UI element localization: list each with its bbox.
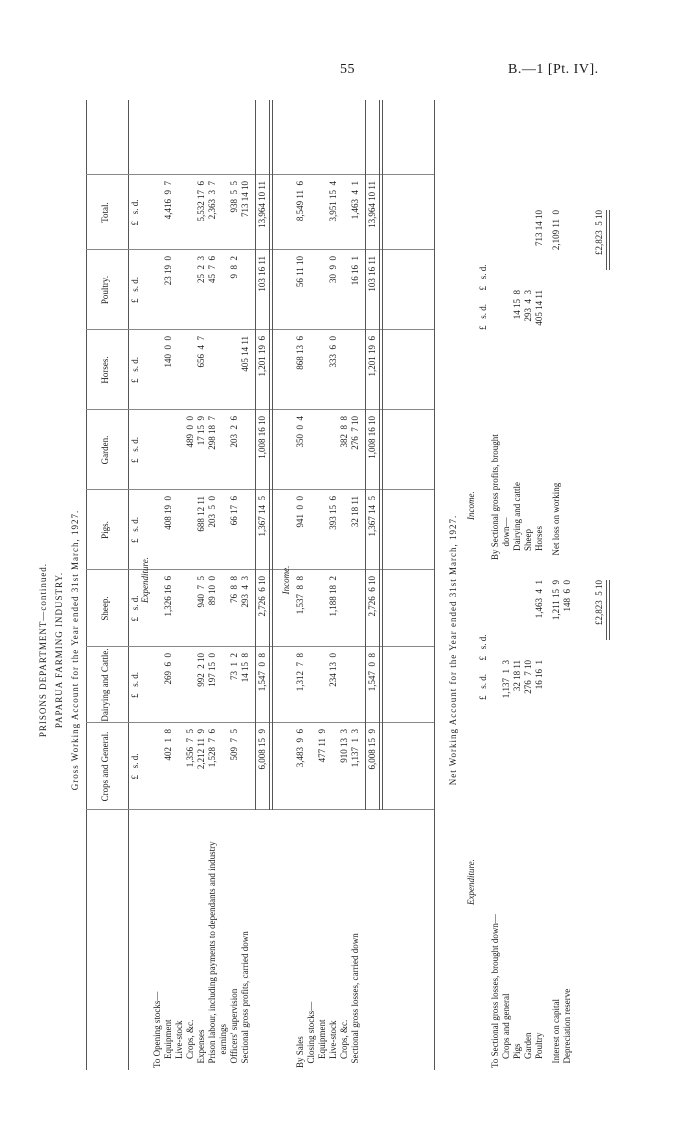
gross-column-header: Dairying and Cattle.: [100, 648, 110, 722]
net-left-amount: 16 16 1: [534, 660, 544, 690]
net-left-row-label: To Sectional gross losses, brought down—: [490, 914, 500, 1068]
gross-cell: 234 13 0: [328, 653, 338, 687]
gross-cell: 1,356 7 5: [185, 729, 195, 768]
gross-cell: 16 16 1: [350, 256, 360, 286]
net-right-total: £2,823 5 10: [594, 210, 604, 255]
gross-cell: 393 15 6: [328, 496, 338, 530]
net-left-subtotal: 1,463 4 1: [534, 580, 544, 619]
gross-row-label: Expenses: [196, 1029, 206, 1068]
gross-cell: 688 12 11: [196, 496, 206, 532]
gross-cell: 405 14 11: [240, 336, 250, 372]
gross-cell: 140 0 0: [163, 336, 173, 368]
net-left-row-label: Interest on capital: [551, 999, 561, 1068]
gross-cell: 276 7 10: [350, 416, 360, 450]
gross-cell: 1,188 18 2: [328, 576, 338, 617]
gross-column-units: £ s. d.: [130, 357, 140, 384]
gross-column-header: Pigs.: [100, 521, 110, 539]
net-right-amount: 14 15 8: [512, 290, 522, 320]
net-right-row-label: Sheep: [523, 529, 533, 560]
gross-row-label: Live-stock: [174, 1020, 184, 1068]
net-expenditure-label: Expenditure.: [466, 859, 476, 905]
gross-column-units: £ s. d.: [130, 672, 140, 699]
gross-cell: 30 9 0: [328, 256, 338, 283]
net-right-row-label: By Sectional gross profits, brought: [490, 434, 500, 560]
gross-expenditure-total-rule: [255, 100, 256, 810]
gross-row-label: Crops, &c.: [339, 1019, 349, 1068]
net-left-amount: 32 18 11: [512, 660, 522, 692]
gross-cell: 203 2 6: [229, 416, 239, 448]
gross-cell: 9 8 2: [229, 256, 239, 279]
gross-expenditure-total: 6,008 15 9: [257, 729, 267, 770]
gross-row-label: To Opening stocks—: [152, 991, 162, 1068]
gross-cell: 3,951 15 4: [328, 181, 338, 222]
gross-cell: 89 10 0: [207, 576, 217, 606]
gross-column-units: £ s. d.: [130, 437, 140, 464]
net-right-units: £ s. d. £ s. d.: [478, 264, 488, 330]
gross-expenditure-total: 1,367 14 5: [257, 496, 267, 537]
gross-column-units: £ s. d.: [130, 753, 140, 780]
gross-cell: 1,463 4 1: [350, 181, 360, 220]
gross-table-header-rule: [128, 100, 129, 1070]
gross-cell: 938 5 5: [229, 181, 239, 213]
gross-column-units: £ s. d.: [130, 199, 140, 226]
gross-cell: 197 15 0: [207, 653, 217, 687]
department-title: PRISONS DEPARTMENT—continued.: [38, 562, 48, 738]
gross-cell: 25 2 3: [196, 256, 206, 283]
gross-income-total: 1,008 16 10: [367, 416, 377, 459]
gross-cell: 2,363 3 7: [207, 181, 217, 220]
gross-cell: 477 11 9: [317, 729, 327, 763]
net-left-units: £ s. d. £ s. d.: [478, 634, 488, 700]
industry-title: PAPARUA FARMING INDUSTRY.: [54, 571, 64, 729]
net-left-subtotal: 148 6 0: [562, 580, 572, 612]
net-left-total: £2,823 5 10: [594, 580, 604, 625]
gross-expenditure-total: 13,964 10 11: [257, 181, 267, 228]
gross-cell: 333 6 0: [328, 336, 338, 368]
gross-row-label: Live-stock: [328, 1020, 338, 1068]
gross-row-label: Closing stocks—: [306, 1001, 316, 1068]
net-left-amount: 1,137 1 3: [501, 660, 511, 699]
gross-cell: 992 2 10: [196, 653, 206, 687]
rotated-document: [20, 80, 640, 1080]
gross-column-units: £ s. d.: [130, 595, 140, 622]
gross-income-label: Income.: [281, 565, 291, 595]
net-left-row-label: Depreciation reserve: [562, 988, 572, 1068]
net-right-subtotal: 713 14 10: [534, 210, 544, 246]
gross-cell: 66 17 6: [229, 496, 239, 526]
gross-expenditure-total: 1,547 0 8: [257, 653, 267, 692]
gross-cell: 203 5 0: [207, 496, 217, 528]
net-left-row-label: Crops and general: [501, 993, 511, 1068]
gross-cell: 3,483 9 6: [295, 729, 305, 768]
gross-income-total: 1,547 0 8: [367, 653, 377, 692]
gross-cell: 1,537 8 8: [295, 576, 305, 615]
gross-column-header: Horses.: [100, 356, 110, 384]
gross-expenditure-label: Expenditure.: [140, 557, 150, 603]
net-left-total-rule: [606, 580, 610, 640]
gross-cell: 14 15 8: [240, 653, 250, 683]
gross-expenditure-double-rule: [269, 100, 273, 810]
gross-cell: 5,532 17 6: [196, 181, 206, 222]
page-reference: B.—1 [Pt. IV].: [508, 62, 599, 77]
gross-income-total: 103 16 11: [367, 256, 377, 292]
gross-income-total: 13,964 10 11: [367, 181, 377, 228]
net-right-row-label: Net loss on working: [551, 482, 561, 560]
gross-column-header: Poultry.: [100, 275, 110, 305]
gross-expenditure-total: 2,726 6 10: [257, 576, 267, 617]
gross-cell: 32 18 11: [350, 496, 360, 528]
net-left-row-label: Pigs: [512, 1043, 522, 1068]
gross-income-total: 2,726 6 10: [367, 576, 377, 617]
gross-cell: 269 6 0: [163, 653, 173, 685]
net-left-row-label: Poultry: [534, 1032, 544, 1068]
gross-cell: 1,137 1 3: [350, 729, 360, 768]
gross-row-label: Sectional gross losses, carried down: [350, 933, 360, 1068]
gross-cell: 298 18 7: [207, 416, 217, 450]
gross-cell: 868 13 6: [295, 336, 305, 370]
gross-cell: 23 19 0: [163, 256, 173, 286]
gross-row-label: Prison labour, including payments to dependants and industry: [207, 841, 217, 1068]
gross-row-label: Sectional gross profits, carried down: [240, 931, 250, 1068]
gross-row-label: Officers' supervision: [229, 988, 239, 1068]
net-right-amount: 405 14 11: [534, 290, 544, 326]
net-account-title: Net Working Account for the Year ended 31st March, 1927.: [448, 514, 458, 786]
gross-row-label: earnings: [218, 1024, 228, 1068]
gross-table-bottom-rule: [434, 100, 435, 1070]
gross-cell: 56 11 10: [295, 256, 305, 288]
gross-table-top-rule: [86, 100, 87, 1070]
gross-cell: 940 7 5: [196, 576, 206, 608]
gross-column-units: £ s. d.: [130, 517, 140, 544]
gross-cell: 73 1 2: [229, 653, 239, 680]
gross-column-header: Garden.: [100, 435, 110, 465]
gross-cell: 8,549 11 6: [295, 181, 305, 222]
gross-cell: 4,416 9 7: [163, 181, 173, 220]
net-right-amount: 293 4 3: [523, 290, 533, 322]
gross-account-title: Gross Working Account for the Year ended 31st March, 1927.: [70, 509, 80, 791]
gross-income-total: 6,008 15 9: [367, 729, 377, 770]
gross-cell: 402 1 8: [163, 729, 173, 761]
gross-row-label: Crops, &c.: [185, 1019, 195, 1068]
gross-row-label: Equipment: [317, 1019, 327, 1068]
gross-cell: 941 0 0: [295, 496, 305, 528]
gross-cell: 2,212 11 9: [196, 729, 206, 770]
gross-column-units: £ s. d.: [130, 277, 140, 304]
gross-cell: 489 0 0: [185, 416, 195, 448]
gross-cell: 1,528 7 6: [207, 729, 217, 768]
gross-cell: 713 14 10: [240, 181, 250, 217]
gross-expenditure-total: 103 16 11: [257, 256, 267, 292]
net-right-row-label: down—: [501, 517, 511, 560]
gross-expenditure-total: 1,008 16 10: [257, 416, 267, 459]
gross-income-total: 1,367 14 5: [367, 496, 377, 537]
gross-column-header: Crops and General.: [100, 731, 110, 802]
gross-cell: 76 8 8: [229, 576, 239, 603]
gross-cell: 408 19 0: [163, 496, 173, 530]
gross-row-label: Equipment: [163, 1019, 173, 1068]
gross-income-double-rule: [379, 100, 383, 810]
gross-cell: 910 13 3: [339, 729, 349, 763]
net-right-subtotal: 2,109 11 0: [551, 210, 561, 251]
gross-cell: 509 7 5: [229, 729, 239, 761]
gross-cell: 350 0 4: [295, 416, 305, 448]
gross-column-header: Sheep.: [100, 596, 110, 621]
gross-row-label: By Sales: [295, 1036, 305, 1068]
gross-cell: 1,312 7 8: [295, 653, 305, 692]
gross-cell: 382 8 8: [339, 416, 349, 448]
gross-income-total-rule: [365, 100, 366, 810]
gross-cell: 1,326 16 6: [163, 576, 173, 617]
net-left-amount: 276 7 10: [523, 660, 533, 694]
net-left-row-label: Garden: [523, 1032, 533, 1068]
gross-cell: 656 4 7: [196, 336, 206, 368]
net-right-total-rule: [606, 210, 610, 270]
net-left-subtotal: 1,211 15 9: [551, 580, 561, 621]
net-income-label: Income.: [466, 491, 476, 520]
net-right-row-label: Horses: [534, 526, 544, 560]
page-number: 55: [340, 62, 355, 77]
gross-cell: 45 7 6: [207, 256, 217, 283]
gross-expenditure-total: 1,201 19 6: [257, 336, 267, 377]
gross-cell: 293 4 3: [240, 576, 250, 608]
gross-income-total: 1,201 19 6: [367, 336, 377, 377]
gross-cell: 17 15 9: [196, 416, 206, 446]
gross-column-header: Total.: [100, 202, 110, 223]
net-right-row-label: Dairying and cattle: [512, 482, 522, 560]
